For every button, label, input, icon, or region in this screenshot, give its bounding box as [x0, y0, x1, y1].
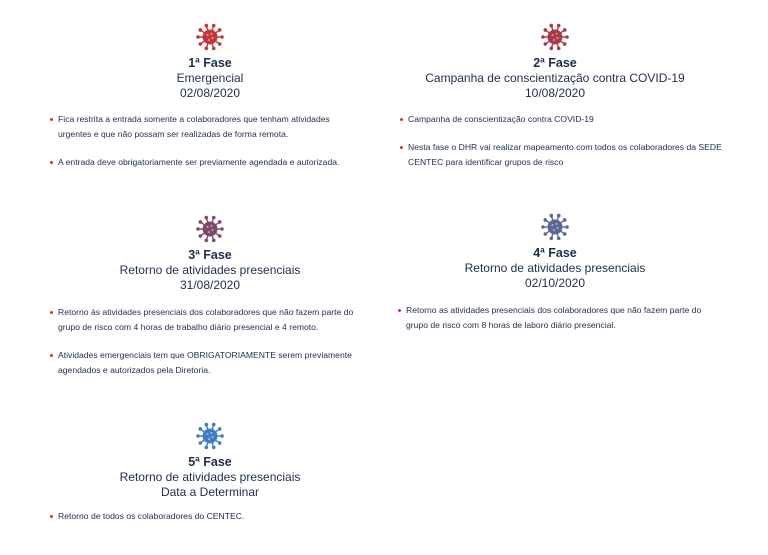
- virus-spike-tip: [220, 227, 224, 231]
- virus-spike-tip: [204, 239, 208, 243]
- virus-spot: [206, 34, 208, 36]
- virus-spike-tip: [198, 42, 202, 46]
- phase-3-bullets: [50, 305, 355, 391]
- virus-spike-tip: [204, 423, 208, 427]
- bullet-dot: [400, 146, 403, 149]
- virus-spike-tip: [563, 42, 567, 46]
- virus-spike-tip: [563, 28, 567, 32]
- virus-spike-tip: [218, 441, 222, 445]
- bullet-text: Retorno de todos os colaboradores do CENTEC.: [58, 511, 245, 521]
- virus-spot: [208, 231, 210, 233]
- phase-4-title: 4ª Fase: [533, 246, 577, 260]
- virus-spike-tip: [212, 423, 216, 427]
- phase-1-title: 1ª Fase: [188, 56, 232, 70]
- phase-1-date: 02/08/2020: [179, 86, 241, 100]
- virus-spike-tip: [541, 225, 545, 229]
- list-item: [400, 112, 730, 127]
- virus-spot: [551, 34, 553, 36]
- bullet-dot: [400, 118, 403, 121]
- virus-spot: [551, 224, 553, 226]
- virus-spot: [210, 432, 212, 434]
- virus-spike-tip: [212, 47, 216, 51]
- virus-spike-tip: [549, 237, 553, 241]
- virus-spike-tip: [220, 35, 224, 39]
- bullet-text: Campanha de conscientização contra COVID-19: [408, 114, 594, 124]
- list-item: [398, 303, 718, 333]
- bullet-text: A entrada deve obrigatoriamente ser previamente agendada e autorizada.: [58, 157, 340, 167]
- virus-spot: [211, 436, 213, 438]
- virus-spike-tip: [196, 227, 200, 231]
- virus-spike-tip: [549, 24, 553, 28]
- virus-body: [203, 30, 218, 45]
- virus-spike-tip: [196, 35, 200, 39]
- virus-spike-tip: [218, 220, 222, 224]
- virus-spike-tip: [218, 42, 222, 46]
- phase-2-subtitle: Campanha de conscientização contra COVID-19: [425, 71, 685, 85]
- virus-spike-tip: [557, 237, 561, 241]
- virus-spike-tip: [565, 225, 569, 229]
- phase-4-subtitle: Retorno de atividades presenciais: [464, 261, 646, 275]
- phase-3-header: [90, 214, 330, 293]
- virus-spot: [210, 225, 212, 227]
- phase-2-title: 2ª Fase: [533, 56, 577, 70]
- bullet-text: Fica restrita a entrada somente a colaboradores que tenham atividades urgentes e que não possam ser realizadas de forma remota.: [58, 114, 330, 139]
- list-item: [50, 155, 355, 170]
- virus-spot: [208, 438, 210, 440]
- phase-2-date: 10/08/2020: [524, 86, 586, 100]
- bullet-text: Retorno as atividades presenciais dos colaboradores que não fazem parte do grupo de risco com 8 horas de laboro diário presencial.: [406, 305, 702, 330]
- list-item: [50, 305, 355, 335]
- phase-1-header: [110, 22, 310, 101]
- virus-spike-tip: [212, 24, 216, 28]
- virus-icon: [195, 214, 225, 244]
- virus-spike-tip: [563, 218, 567, 222]
- phase-3-title: 3ª Fase: [188, 248, 232, 262]
- phase-4-date: 02/10/2020: [524, 276, 586, 290]
- virus-spike-tip: [196, 434, 200, 438]
- virus-spike-tip: [541, 35, 545, 39]
- virus-spike-tip: [212, 216, 216, 220]
- virus-spot: [555, 33, 557, 35]
- virus-spike-tip: [557, 214, 561, 218]
- virus-spot: [210, 33, 212, 35]
- virus-spike-tip: [549, 214, 553, 218]
- virus-spike-tip: [212, 239, 216, 243]
- virus-spike-tip: [549, 47, 553, 51]
- virus-spot: [553, 39, 555, 41]
- virus-spot: [211, 229, 213, 231]
- virus-spot: [208, 39, 210, 41]
- list-item: [50, 112, 355, 142]
- virus-body: [548, 30, 563, 45]
- virus-spot: [555, 223, 557, 225]
- virus-spike-tip: [557, 24, 561, 28]
- virus-spot: [206, 226, 208, 228]
- phase-5-title: 5ª Fase: [188, 455, 232, 469]
- virus-spike-tip: [204, 24, 208, 28]
- phase-5-header: [90, 421, 330, 500]
- virus-spike-tip: [543, 42, 547, 46]
- virus-spike-tip: [218, 427, 222, 431]
- virus-spike-tip: [563, 232, 567, 236]
- virus-spike-tip: [198, 220, 202, 224]
- virus-body: [203, 222, 218, 237]
- bullet-text: Nesta fase o DHR vai realizar mapeamento com todos os colaboradores da SEDE CENTEC para identificar grupos de risco: [408, 142, 722, 167]
- list-item: [50, 348, 355, 378]
- virus-spike-tip: [204, 47, 208, 51]
- virus-spike-tip: [218, 28, 222, 32]
- virus-icon: [540, 212, 570, 242]
- phase-4-header: [435, 212, 675, 291]
- virus-spot: [556, 37, 558, 39]
- virus-spike-tip: [204, 446, 208, 450]
- list-item: [50, 509, 355, 524]
- phase-5-subtitle: Retorno de atividades presenciais: [119, 470, 301, 484]
- virus-spot: [553, 229, 555, 231]
- bullet-dot: [50, 354, 53, 357]
- virus-spike-tip: [212, 446, 216, 450]
- virus-spike-tip: [198, 427, 202, 431]
- bullet-text: Retorno às atividades presenciais dos colaboradores que não fazem parte do grupo de risco com 4 horas de trabalho diário presencial e 4 remoto.: [58, 307, 354, 332]
- virus-spot: [211, 37, 213, 39]
- virus-spike-tip: [557, 47, 561, 51]
- virus-icon: [540, 22, 570, 52]
- phase-2-header: [410, 22, 700, 101]
- phase-2-bullets: [400, 112, 730, 183]
- virus-spike-tip: [198, 441, 202, 445]
- virus-spike-tip: [218, 234, 222, 238]
- virus-spot: [556, 227, 558, 229]
- virus-icon: [195, 421, 225, 451]
- phase-3-subtitle: Retorno de atividades presenciais: [119, 263, 301, 277]
- virus-body: [203, 429, 218, 444]
- bullet-text: Atividades emergenciais tem que OBRIGATORIAMENTE serem previamente agendados e autorizados pela Diretoria.: [58, 350, 352, 375]
- virus-spike-tip: [543, 28, 547, 32]
- bullet-dot: [50, 515, 53, 518]
- bullet-dot: [50, 311, 53, 314]
- bullet-dot: [50, 118, 53, 121]
- bullet-dot: [398, 309, 401, 312]
- phase-4-bullets: [398, 303, 718, 346]
- phase-5-bullets: [50, 509, 355, 537]
- phase-3-date: 31/08/2020: [179, 278, 241, 292]
- virus-spike-tip: [220, 434, 224, 438]
- phase-5-date: Data a Determinar: [160, 485, 260, 499]
- virus-spot: [206, 433, 208, 435]
- phase-1-bullets: [50, 112, 355, 183]
- phase-1-subtitle: Emergencial: [176, 71, 244, 85]
- list-item: [400, 140, 730, 170]
- virus-spike-tip: [198, 234, 202, 238]
- virus-icon: [195, 22, 225, 52]
- virus-spike-tip: [565, 35, 569, 39]
- bullet-dot: [50, 161, 53, 164]
- virus-spike-tip: [543, 218, 547, 222]
- virus-spike-tip: [204, 216, 208, 220]
- virus-spike-tip: [543, 232, 547, 236]
- virus-spike-tip: [198, 28, 202, 32]
- virus-body: [548, 220, 563, 235]
